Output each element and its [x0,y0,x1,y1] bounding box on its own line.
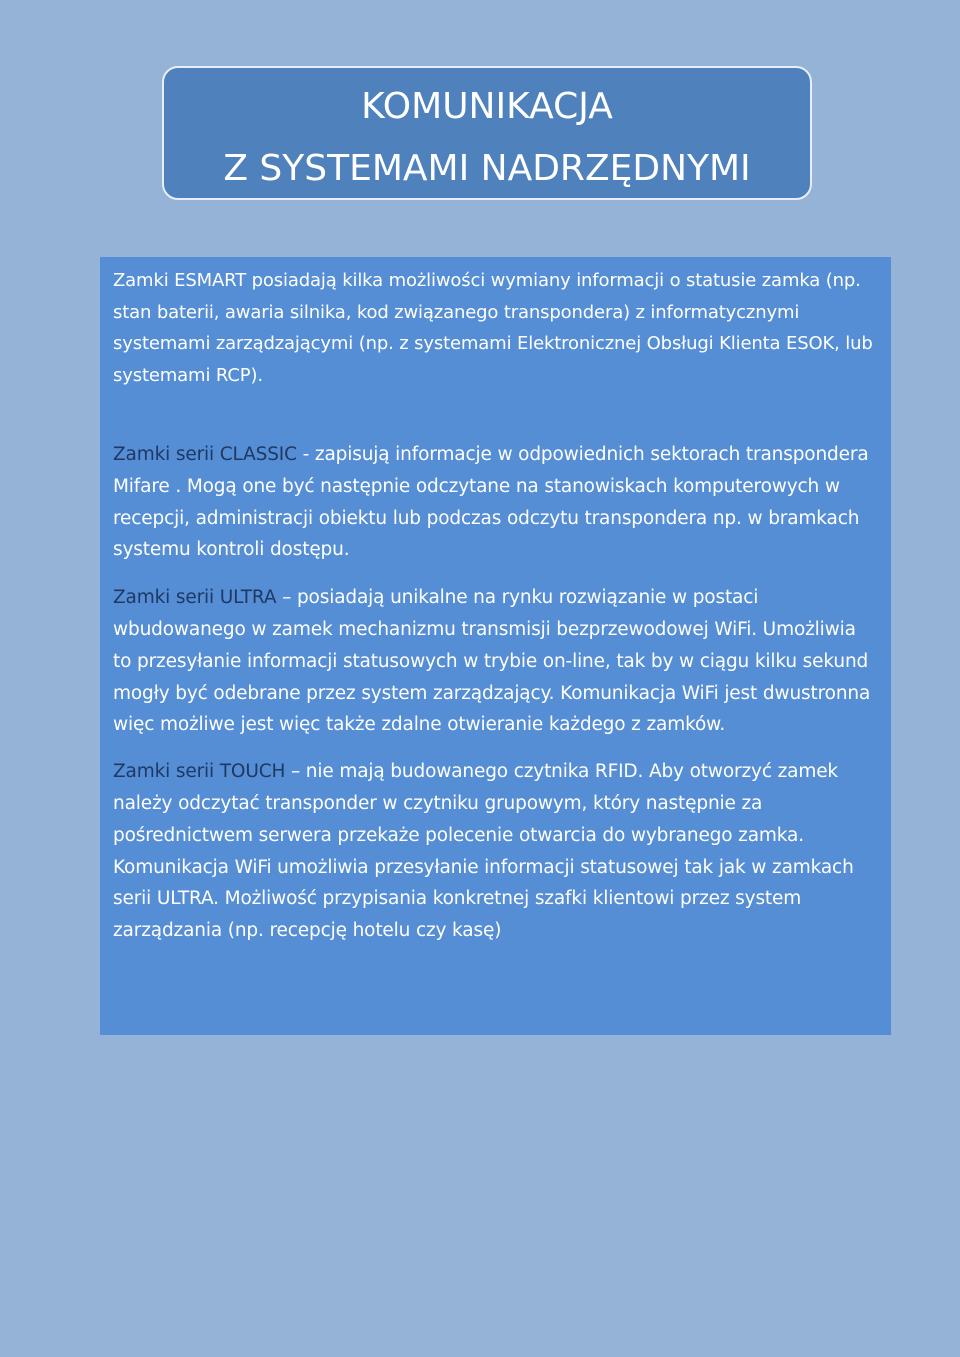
page-title-line-1: KOMUNIKACJA [361,86,613,127]
classic-series-model: CLASSIC [219,444,297,465]
touch-paragraph [113,756,877,947]
touch-description: – nie mają budowanego czytnika RFID. Aby otworzyć zamek należy odczytać transponder w czytniku grupowym, który następnie za pośrednictwem serwera przekaże polecenie otwarcia do wybranego zamka. Komunikacja WiFi umożliwia przesyłanie informacji statusowej tak jak w zamkach serii ULTRA. Możliwość przypisania konkretnej szafki klientowi przez system zarządzania (np. recepcję hotelu czy kasę) [113,761,854,942]
ultra-series-model: ULTRA [219,587,277,609]
touch-series-model: TOUCH [219,761,286,783]
page-title-line-2: Z SYSTEMAMI NADRZĘDNYMI [223,148,751,189]
classic-series-prefix: Zamki serii [113,444,220,465]
classic-description: - zapisują informacje w odpowiednich sektorach transpondera Mifare . Mogą one być następnie odczytane na stanowiskach komputerowych w recepcji, administracji obiektu lub podczas odczytu transpondera np. w bramkach systemu kontroli dostępu. [113,444,869,561]
title-banner [162,66,812,200]
classic-paragraph [113,439,877,566]
ultra-paragraph [113,582,877,741]
touch-series-prefix: Zamki serii [113,761,220,783]
intro-paragraph: Zamki ESMART posiadają kilka możliwości wymiany informacji o statusie zamka (np. stan baterii, awaria silnika, kod związanego transpondera) z informatycznymi systemami zarządzającymi (np. z systemami Elektronicznej Obsługi Klienta ESOK, lub systemami RCP). [113,270,873,386]
ultra-description: – posiadają unikalne na rynku rozwiązanie w postaci wbudowanego w zamek mechanizmu transmisji bezprzewodowej WiFi. Umożliwia to przesyłanie informacji statusowych w trybie on-line, tak by w ciągu kilku sekund mogły być odebrane przez system zarządzający. Komunikacja WiFi jest dwustronna więc możliwe jest więc także zdalne otwieranie każdego z zamków. [113,587,871,736]
ultra-series-prefix: Zamki serii [113,587,220,609]
content-panel [100,257,891,1035]
